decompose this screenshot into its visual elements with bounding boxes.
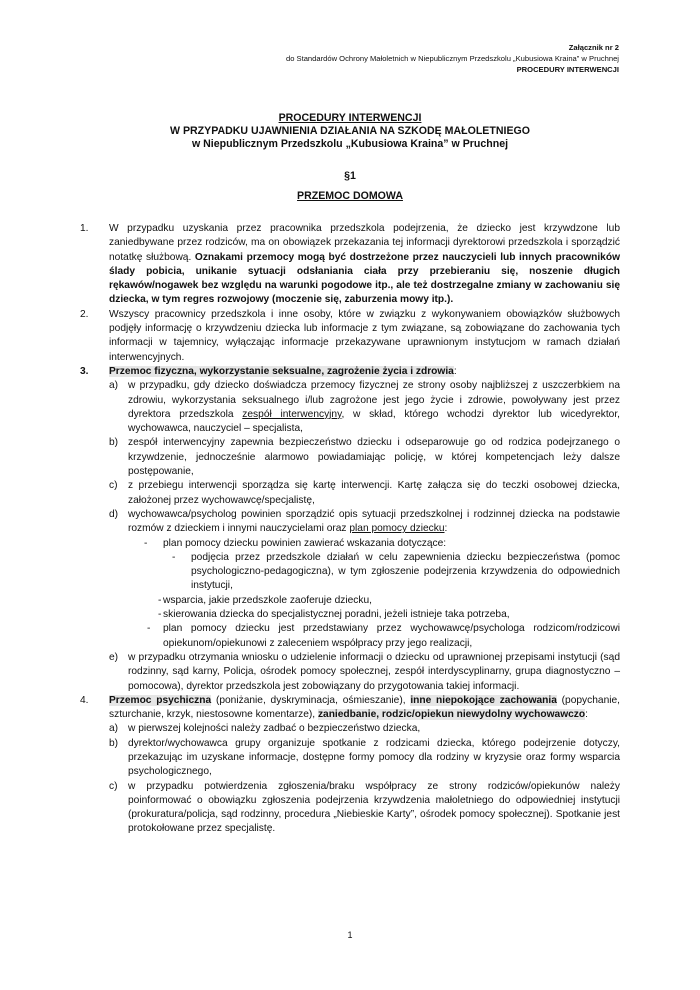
sub-letter: e)	[109, 651, 119, 663]
list-item-3	[80, 365, 620, 379]
sub-text: z przebiegu interwencji sporządza się kartę interwencji. Kartę załącza się do teczki osobowej dziecka, założonej przez wychowawcę/specjalistę,	[128, 480, 620, 506]
document-header	[286, 42, 619, 75]
dash-bullet: -	[158, 594, 162, 606]
plan-subbullet-3	[80, 608, 620, 622]
sub-letter: a)	[109, 380, 119, 392]
section-heading-text: PRZEMOC DOMOWA	[297, 190, 403, 202]
section-number: §1	[344, 170, 356, 182]
plan-bullet	[80, 537, 620, 551]
sub-letter: a)	[109, 723, 119, 735]
bullet-text: podjęcia przez przedszkole działań w celu zapewnienia dziecku bezpieczeństwa (pomoc psychologiczno-pedagogiczna), w tym zgłoszenie podejrzenia krzywdzenia do odpowiednich instytucji,	[191, 551, 620, 592]
sub-item-4c	[80, 780, 620, 837]
item-number: 4.	[80, 694, 89, 706]
sub-text: , w skład, którego wchodzi dyrektor lub wicedyrektor, wychowawca, nauczyciel – specjalista,	[128, 408, 620, 435]
sub-text: w przypadku, gdy dziecko doświadcza przemocy fizycznej ze strony osoby najbliższej z uszczerbkiem na zdrowiu, wykorzystania seksualnego i/lub zagrożone jest jego życie i zdrowie, powoływany jest przez dyrektora przedszkola	[128, 380, 620, 420]
dash-bullet: -	[147, 623, 151, 635]
sub-letter: b)	[109, 737, 119, 749]
item-heading: Przemoc psychiczna	[109, 694, 212, 706]
underlined-term: plan pomocy dziecku	[349, 523, 445, 535]
item-text: (poniżanie, dyskryminacja, ośmieszanie),	[211, 694, 411, 706]
item-text: W przypadku uzyskania przez pracownika przedszkola podejrzenia, że dziecko jest krzywdzone lub zaniedbywane przez rodziców, ma on obowiązek przekazania tej informacji dyrektorowi przedszkola i sporządzić notatkę służbową.	[109, 223, 620, 263]
title-line-3: w Niepublicznym Przedszkolu „Kubusiowa Kraina” w Pruchnej	[191, 138, 509, 150]
sub-text: w przypadku potwierdzenia zgłoszenia/braku współpracy ze strony rodziców/opiekunów należy poinformować o obowiązku zgłoszenia podejrzenia krzywdzenia małoletniego do odpowiedniej instytucji (prokuratura/policja, sąd rodzinny, procedura „Niebieskie Karty”, ośrodek pomocy społecznej). Spotkanie jest protokołowane przez specjalistę.	[128, 780, 620, 835]
bullet-text: wsparcia, jakie przedszkole zaoferuje dziecku,	[163, 594, 372, 606]
item-colon: :	[453, 365, 457, 377]
item-heading: zaniedbanie, rodzic/opiekun niewydolny wychowawczo	[317, 709, 586, 721]
item-text-bold: Oznakami przemocy mogą być dostrzeżone przez nauczycieli lub innych pracowników ślady pobicia, unikanie sytuacji odsłaniania ciała przy przebieraniu się, noszenie długich rękawów/nogawek bez względu na warunki pogodowe itp., ale też dostrzegalne zmiany w zachowaniu się dziecka, w tym regres rozwojowy (moczenie się, zaburzenia mowy itp.).	[109, 251, 620, 306]
header-reference: do Standardów Ochrony Małoletnich w Niepublicznym Przedszkolu „Kubusiowa Kraina” w Pruchnej	[285, 54, 619, 63]
sub-text: dyrektor/wychowawca grupy organizuje spotkanie z rodzicami dziecka, którego podejrzenie dotyczy, przekazując im uzyskane informacje, dostępne formy pomocy dla rodziny w kryzysie oraz formy wsparcia psychologicznego,	[128, 737, 620, 778]
underlined-term: zespół interwencyjny	[242, 408, 342, 420]
sub-text: :	[444, 523, 448, 535]
sub-item-3d	[80, 508, 620, 537]
dash-bullet: -	[144, 537, 148, 549]
sub-text: wychowawca/psycholog powinien sporządzić opis sytuacji przedszkolnej i rodzinnej dziecka na podstawie rozmów z dzieckiem i innymi nauczycielami oraz	[128, 508, 620, 535]
bullet-text: plan pomocy dziecku jest przedstawiany przez wychowawcę/psychologa rodzicom/rodzicowi opiekunom/opiekunowi z zaleceniem współpracy przy jego realizacji,	[163, 623, 620, 649]
sub-letter: b)	[109, 437, 119, 449]
sub-item-3c	[80, 479, 620, 508]
page-number: 1	[347, 930, 353, 940]
plan-bullet-2	[80, 622, 620, 651]
item-colon: :	[585, 709, 588, 721]
item-number: 2.	[80, 308, 89, 320]
sub-item-3b	[80, 436, 620, 479]
list-item-1	[80, 222, 620, 308]
list-item-2	[80, 308, 620, 365]
header-annex: Załącznik nr 2	[568, 43, 619, 52]
plan-subbullet-1	[80, 551, 620, 594]
sub-letter: c)	[109, 780, 118, 792]
sub-item-4a	[80, 722, 620, 736]
document-title	[0, 112, 700, 151]
sub-item-3e	[80, 651, 620, 694]
title-line-1: PROCEDURY INTERWENCJI	[278, 112, 422, 124]
sub-text: zespół interwencyjny zapewnia bezpieczeństwo dziecku i odseparowuje go od rodzica podejrzanego o krzywdzenie, jednocześnie alarmowo powiadamiając policję, w której kompetencjach leży dalsze postępowanie,	[128, 437, 620, 478]
item-number: 3.	[80, 365, 89, 377]
sub-item-3a	[80, 379, 620, 436]
sub-text: w pierwszej kolejności należy zadbać o bezpieczeństwo dziecka,	[128, 723, 421, 735]
document-body	[80, 222, 620, 837]
item-heading: inne niepokojące zachowania	[410, 694, 557, 706]
header-procedures: PROCEDURY INTERWENCJI	[516, 65, 619, 74]
title-line-2: W PRZYPADKU UJAWNIENIA DZIAŁANIA NA SZKODĘ MAŁOLETNIEGO	[170, 125, 530, 137]
item-text: (popychanie, szturchanie, krzyk, niestosowne komentarze),	[109, 694, 621, 721]
item-heading: Przemoc fizyczna, wykorzystanie seksualne, zagrożenie życia i zdrowia	[109, 365, 454, 377]
item-text: Wszyscy pracownicy przedszkola i inne osoby, które w związku z wykonywaniem obowiązków służbowych podjęły informację o krzywdzeniu dziecka lub informacje z tym związane, są zobowiązane do zachowania tych informacji w tajemnicy, wyłączając informacje przekazywane uprawnionym instytucjom w ramach działań interwencyjnych.	[109, 308, 620, 363]
sub-letter: c)	[109, 480, 118, 492]
plan-subbullet-2	[80, 594, 620, 608]
dash-bullet: -	[172, 551, 176, 563]
sub-text: w przypadku otrzymania wniosku o udzielenie informacji o dziecku od uprawnionej przepisami instytucji (sąd rodzinny, sąd karny, Policja, ośrodek pomocy społecznej, zespół interdyscyplinarny, grupa diagnostyczno – pomocowa), dyrektor przedszkola jest zobowiązany do przygotowania takiej informacji.	[128, 651, 620, 692]
bullet-text: skierowania dziecka do specjalistycznej poradni, jeżeli istnieje taka potrzeba,	[163, 609, 510, 621]
item-number: 1.	[80, 223, 89, 234]
sub-letter: d)	[109, 508, 119, 520]
dash-bullet: -	[158, 609, 162, 621]
list-item-4	[80, 694, 620, 723]
section-heading	[0, 190, 700, 203]
bullet-text: plan pomocy dziecku powinien zawierać wskazania dotyczące:	[163, 537, 447, 549]
sub-item-4b	[80, 737, 620, 780]
